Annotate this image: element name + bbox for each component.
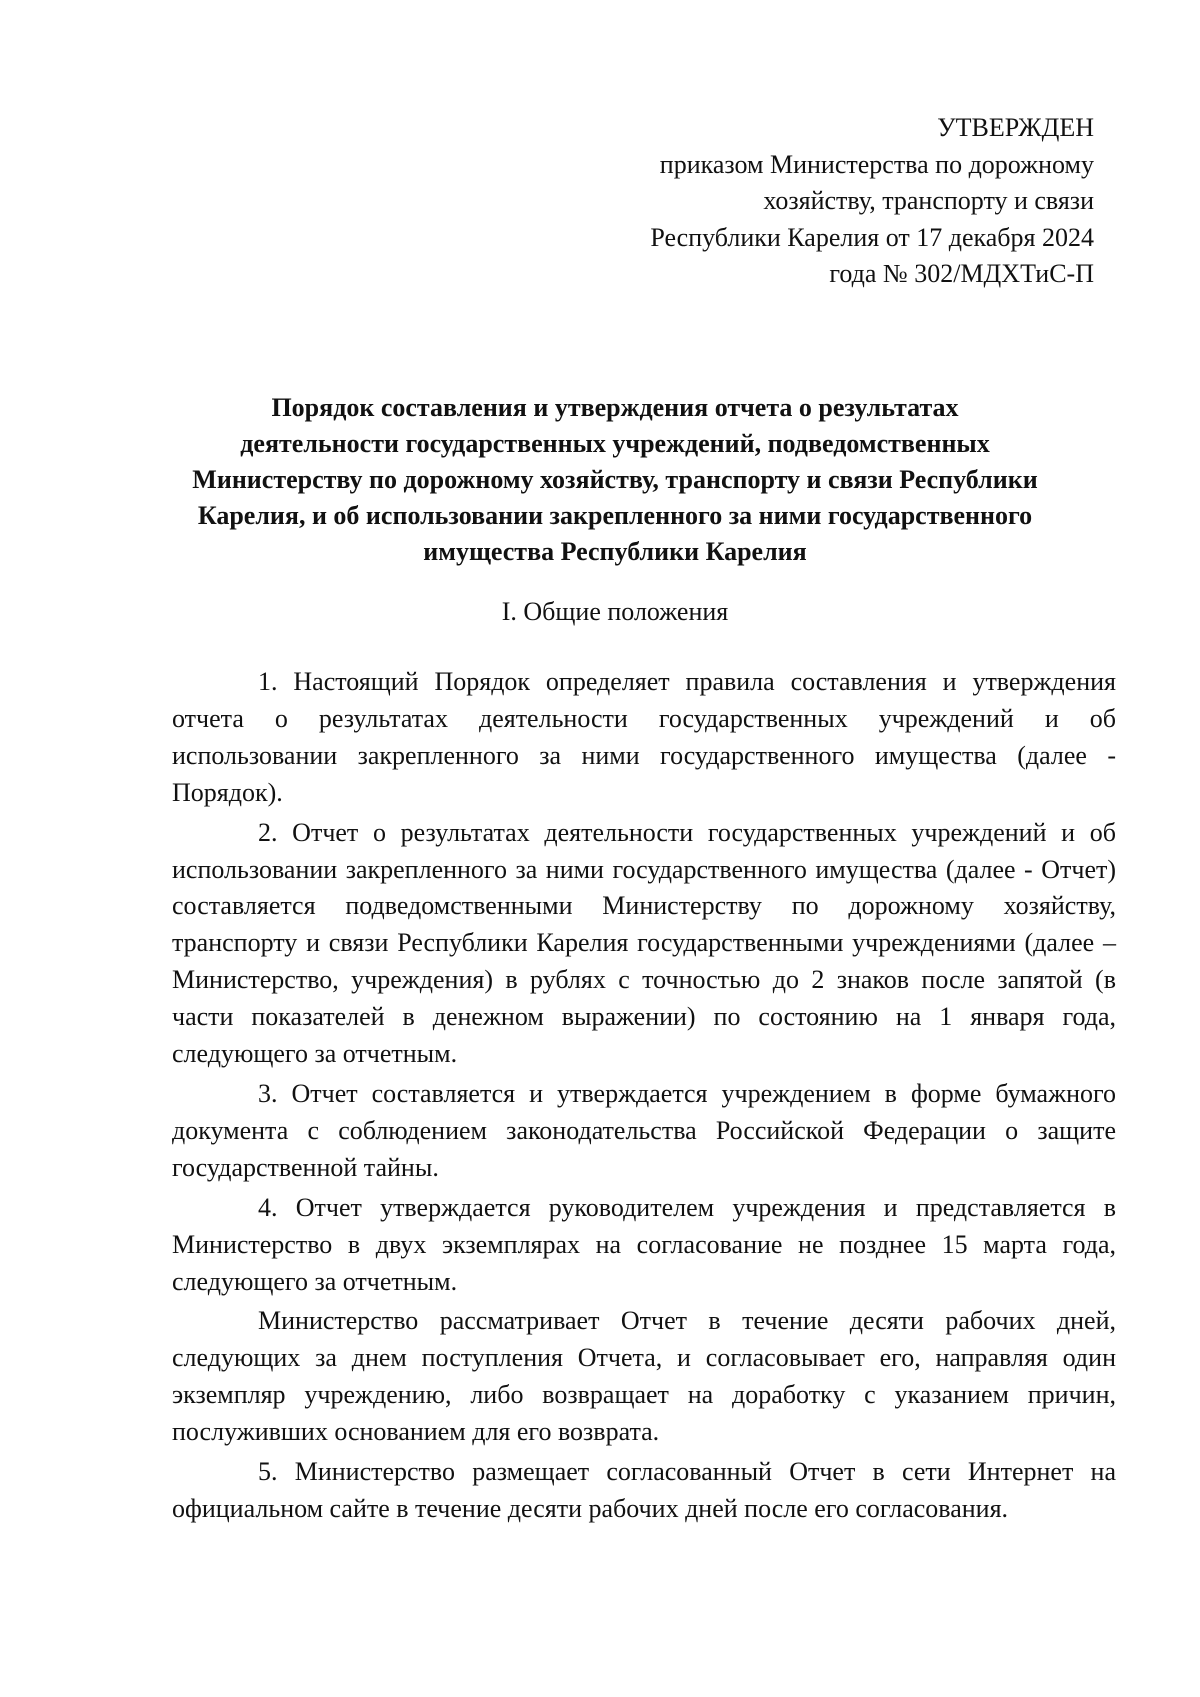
title-line: Карелия, и об использовании закрепленного за ними государственного [197, 501, 1033, 530]
approval-line: года № 302/МДХТиС-П [829, 259, 1094, 288]
approval-stamp [534, 110, 1094, 293]
title-line: имущества Республики Карелия [423, 537, 807, 566]
paragraph-3: 3. Отчет составляется и утверждается учреждением в форме бумажного документа с соблюдением законодательства Российской Федерации о защите государственной тайны. [172, 1078, 1116, 1182]
approval-line: приказом Министерства по дорожному [659, 149, 1094, 179]
document-title [160, 390, 1070, 570]
title-line: Министерству по дорожному хозяйству, транспорту и связи Республики [192, 465, 1038, 494]
paragraph-4: 4. Отчет утверждается руководителем учреждения и представляется в Министерство в двух экземплярах на согласование не позднее 15 марта года, следующего за отчетным. [172, 1192, 1116, 1296]
paragraph-5: 5. Министерство размещает согласованный Отчет в сети Интернет на официальном сайте в течение десяти рабочих дней после его согласования. [172, 1457, 1116, 1523]
title-line: Порядок составления и утверждения отчета о результатах [271, 393, 959, 422]
section-heading: I. Общие положения [501, 597, 729, 626]
paragraph-2: 2. Отчет о результатах деятельности государственных учреждений и об использовании закрепленного за ними государственного имущества (далее - Отчет) составляется подведомственными Министерству по дорожному хозяйству, транспорту и связи Республики Карелия государственными учреждениями (далее – Министерство, учреждения) в рублях с точностью до 2 знаков после запятой (в части показателей в денежном выражении) по состоянию на 1 января года, следующего за отчетным. [172, 817, 1116, 1069]
document-body [172, 664, 1116, 1531]
paragraph-1: 1. Настоящий Порядок определяет правила составления и утверждения отчета о результатах деятельности государственных учреждений и об использовании закрепленного за ними государственного имущества (далее - Порядок). [172, 667, 1116, 807]
approval-line: Республики Карелия от 17 декабря 2024 [650, 222, 1094, 252]
approval-line: хозяйству, транспорту и связи [763, 186, 1094, 215]
approval-line: УТВЕРЖДЕН [937, 113, 1094, 142]
paragraph-4-continued: Министерство рассматривает Отчет в течение десяти рабочих дней, следующих за днем поступления Отчета, и согласовывает его, направляя один экземпляр учреждению, либо возвращает на доработку с указанием причин, послуживших основанием для его возврата. [172, 1306, 1116, 1447]
title-line: деятельности государственных учреждений, подведомственных [240, 429, 990, 458]
